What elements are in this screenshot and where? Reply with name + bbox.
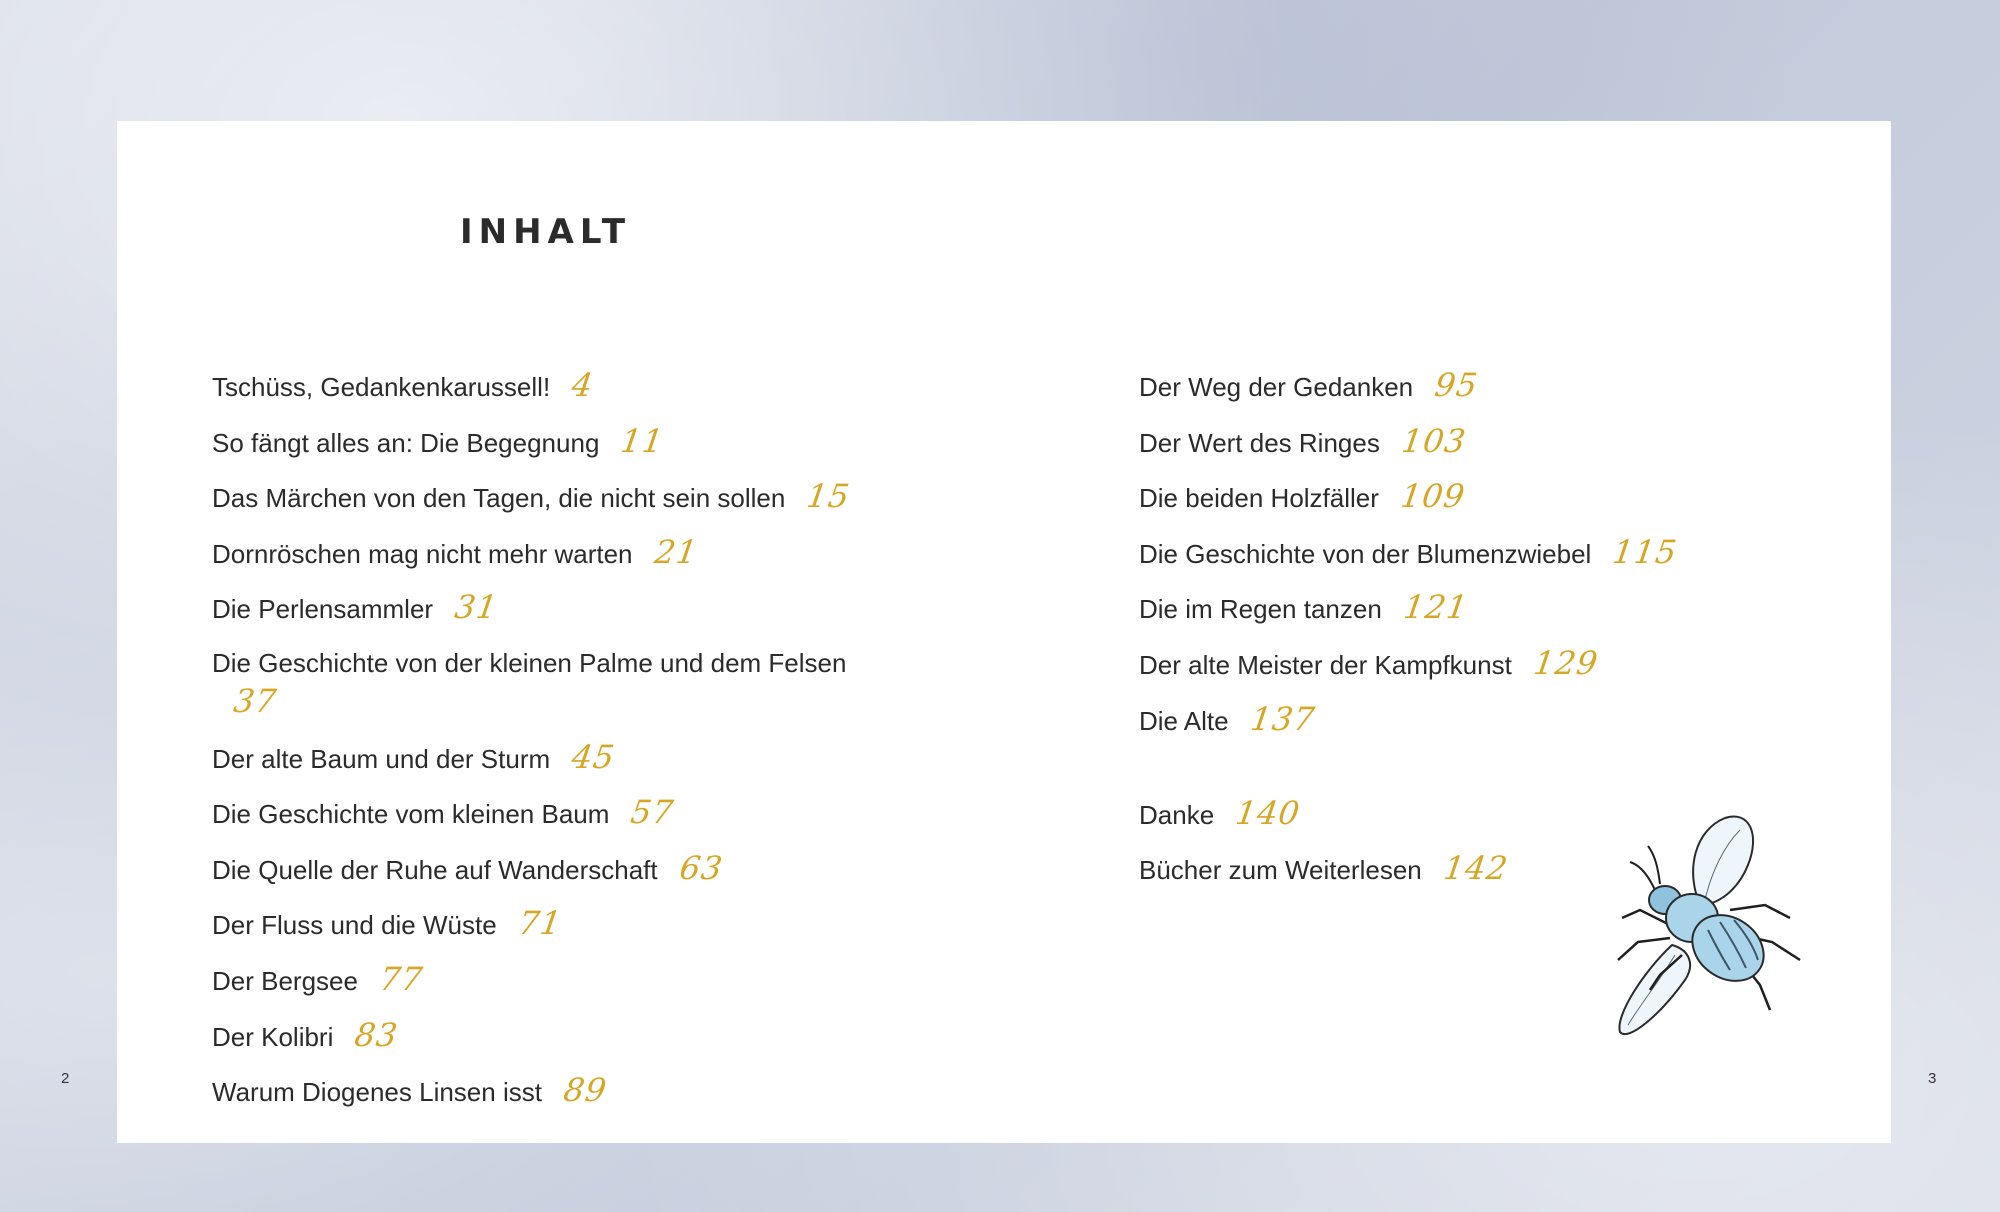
toc-entry-title: Danke (1139, 799, 1215, 830)
toc-entry[interactable] (1139, 700, 1699, 740)
toc-entry[interactable] (212, 588, 852, 628)
toc-entry[interactable] (212, 644, 852, 722)
toc-entry-title: Bücher zum Weiterlesen (1139, 855, 1422, 886)
toc-entry[interactable] (212, 1071, 852, 1111)
toc-entry-title: Dornröschen mag nicht mehr warten (212, 538, 633, 569)
toc-page-number: 31 (452, 588, 501, 627)
toc-page-number: 95 (1432, 366, 1481, 404)
toc-page-number: 37 (231, 681, 280, 720)
toc-entry[interactable] (1139, 588, 1699, 628)
toc-page-number: 129 (1531, 643, 1601, 682)
toc-entry-title: Der Fluss und die Wüste (212, 910, 497, 941)
toc-page-number: 71 (516, 904, 565, 943)
toc-page-number: 140 (1233, 793, 1303, 832)
page-number-right: 3 (1928, 1070, 1937, 1087)
toc-page-number: 103 (1399, 421, 1469, 460)
toc-entry-title: Die Perlensammler (212, 594, 434, 625)
toc-entry-title: So fängt alles an: Die Begegnung (212, 427, 600, 458)
toc-entry-title: Die im Regen tanzen (1139, 594, 1382, 625)
toc-entry[interactable] (212, 1016, 852, 1056)
toc-page-number: 115 (1610, 532, 1681, 571)
page-number-left: 2 (61, 1070, 70, 1087)
toc-entry[interactable] (212, 422, 852, 462)
toc-page-number: 142 (1441, 849, 1511, 888)
toc-entry[interactable] (212, 366, 852, 406)
toc-entry[interactable] (212, 738, 852, 778)
toc-page-number: 45 (569, 737, 618, 776)
toc-entry-title: Der alte Baum und der Sturm (212, 743, 551, 774)
toc-page-number: 15 (804, 477, 853, 516)
toc-entry-title: Die Geschichte vom kleinen Baum (212, 799, 610, 830)
bee-icon (1600, 810, 1810, 1040)
page-title: INHALT (460, 212, 632, 252)
toc-entry[interactable] (212, 793, 852, 833)
toc-entry-title: Tschüss, Gedankenkarussell! (212, 372, 551, 402)
toc-entry[interactable] (1139, 533, 1699, 573)
toc-entry-title: Der Weg der Gedanken (1139, 372, 1414, 402)
toc-entry-title: Der Bergsee (212, 965, 358, 996)
toc-entry-title: Der Wert des Ringes (1139, 427, 1380, 458)
toc-page-number: 137 (1247, 699, 1318, 738)
toc-entry-title: Die Alte (1139, 705, 1229, 736)
toc-page-number: 63 (676, 848, 725, 887)
toc-entry-title: Die beiden Holzfäller (1139, 483, 1379, 514)
toc-entry-title: Das Märchen von den Tagen, die nicht sein sollen (212, 483, 786, 514)
toc-entry-title: Der alte Meister der Kampfkunst (1139, 649, 1512, 680)
toc-entry-title: Warum Diogenes Linsen isst (212, 1077, 542, 1108)
toc-entry[interactable] (1139, 422, 1699, 462)
toc-page-number: 77 (377, 959, 426, 998)
toc-page-number: 57 (628, 793, 677, 832)
toc-page-number: 83 (352, 1015, 401, 1054)
toc-page-number: 89 (561, 1071, 610, 1110)
toc-entry[interactable] (1139, 477, 1699, 517)
toc-entry[interactable] (212, 849, 852, 889)
toc-page-number: 21 (651, 532, 700, 571)
toc-left-column (212, 366, 852, 1127)
toc-entry-title: Die Quelle der Ruhe auf Wanderschaft (212, 854, 658, 885)
toc-entry[interactable] (212, 477, 852, 517)
toc-entry-title: Die Geschichte von der Blumenzwiebel (1139, 538, 1592, 569)
toc-page-number: 109 (1398, 477, 1468, 516)
toc-entry[interactable] (1139, 644, 1699, 684)
toc-entry[interactable] (1139, 366, 1699, 406)
toc-entry[interactable] (212, 960, 852, 1000)
toc-entry[interactable] (212, 904, 852, 944)
toc-page-number: 121 (1401, 588, 1471, 627)
toc-entry[interactable] (212, 533, 852, 573)
toc-page-number: 11 (618, 421, 667, 460)
toc-page-number: 4 (569, 366, 597, 404)
toc-entry-title: Die Geschichte von der kleinen Palme und dem Felsen (212, 647, 847, 678)
toc-entry-title: Der Kolibri (212, 1021, 334, 1052)
